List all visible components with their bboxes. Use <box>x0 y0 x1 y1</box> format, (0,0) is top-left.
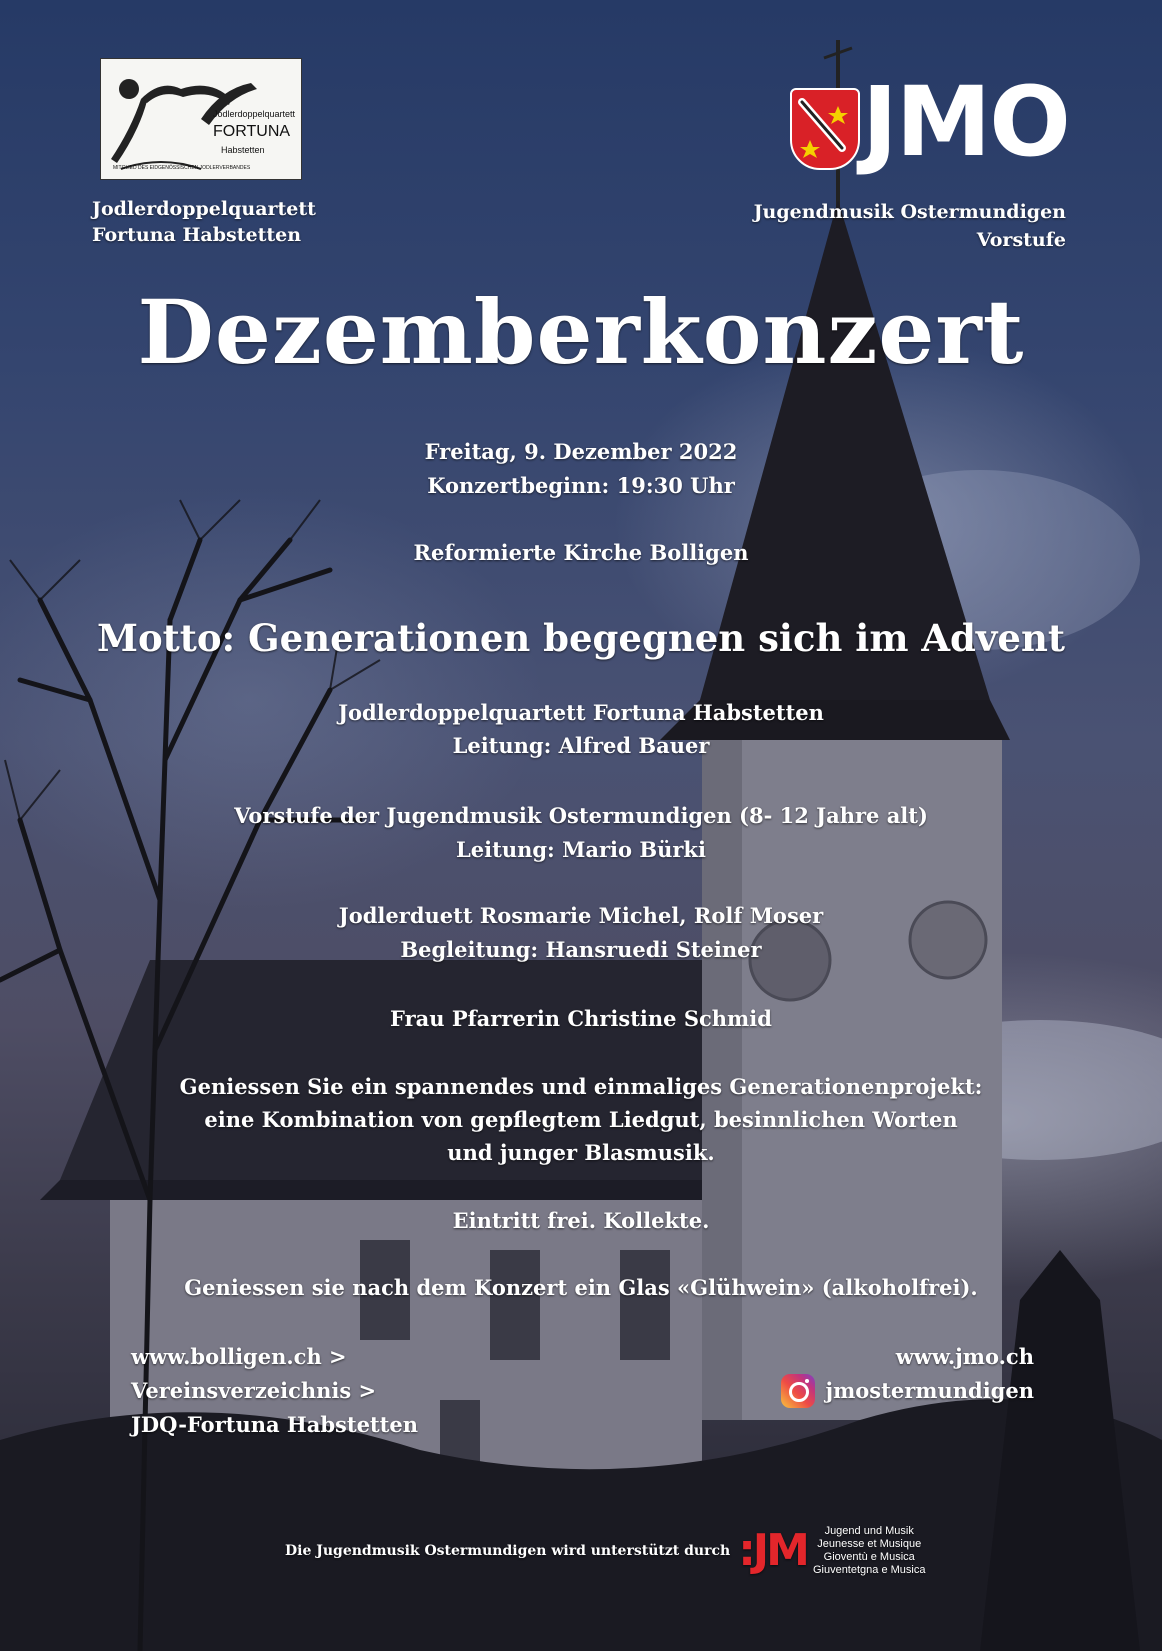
ostermundigen-crest-icon <box>790 88 860 170</box>
concert-title: Dezemberkonzert <box>137 280 1025 384</box>
jm-line3: Gioventù e Musica <box>823 1551 915 1563</box>
event-venue: Reformierte Kirche Bolligen <box>413 540 749 565</box>
links-left <box>131 1340 418 1442</box>
fortuna-logo-line2: FORTUNA <box>213 123 291 140</box>
performer-2-lead: Leitung: Mario Bürki <box>456 837 706 862</box>
fortuna-name <box>92 196 316 248</box>
instagram-handle[interactable]: jmostermundigen <box>825 1378 1034 1403</box>
fortuna-logo-line1: Jodlerdoppelquartett <box>213 109 296 119</box>
jm-line4: Giuventetgna e Musica <box>812 1564 926 1576</box>
vereinsverzeichnis-link[interactable]: Vereinsverzeichnis > <box>131 1378 377 1403</box>
pastor: Frau Pfarrerin Christine Schmid <box>390 1006 772 1031</box>
footer-text: Die Jugendmusik Ostermundigen wird unterstützt durch <box>285 1543 731 1559</box>
performer-1-lead: Leitung: Alfred Bauer <box>452 733 710 758</box>
performer-3-name: Jodlerduett Rosmarie Michel, Rolf Moser <box>338 903 824 928</box>
jmo-website-link[interactable]: www.jmo.ch <box>895 1344 1034 1369</box>
alphorn-emblem-icon <box>101 59 301 179</box>
fortuna-logo <box>100 58 302 180</box>
fortuna-name-line1: Jodlerdoppelquartett <box>92 198 316 220</box>
instagram-icon <box>781 1374 815 1408</box>
fortuna-name-line2: Fortuna Habstetten <box>92 224 302 246</box>
jmo-name-line2: Vorstufe <box>976 229 1066 251</box>
fortuna-logo-line3: Habstetten <box>221 145 265 155</box>
jm-mark: :JM <box>738 1525 807 1576</box>
jmo-logo <box>790 66 1070 186</box>
gluehwein-info: Geniessen sie nach dem Konzert ein Glas «Glühwein» (alkoholfrei). <box>184 1275 978 1300</box>
performer-2-name: Vorstufe der Jugendmusik Ostermundigen (8- 12 Jahre alt) <box>234 803 928 828</box>
jm-lines <box>813 1525 926 1577</box>
description-line1: Geniessen Sie ein spannendes und einmaliges Generationenprojekt: <box>179 1074 983 1099</box>
description-line2: eine Kombination von gepflegtem Liedgut, besinnlichen Worten <box>204 1107 958 1132</box>
fortuna-logo-line4: MITGLIED DES EIDGENÖSSISCHEN JODLERVERBANDES <box>113 165 251 171</box>
jmo-name-line1: Jugendmusik Ostermundigen <box>753 201 1066 223</box>
event-start-time: Konzertbeginn: 19:30 Uhr <box>427 473 735 498</box>
motto: Motto: Generationen begegnen sich im Advent <box>97 616 1065 660</box>
links-right <box>781 1340 1034 1408</box>
description-line3: und junger Blasmusik. <box>447 1140 715 1165</box>
performer-1-name: Jodlerdoppelquartett Fortuna Habstetten <box>338 700 824 725</box>
jdq-fortuna-link[interactable]: JDQ-Fortuna Habstetten <box>131 1412 418 1437</box>
jugend-und-musik-logo <box>738 1525 925 1577</box>
event-date: Freitag, 9. Dezember 2022 <box>424 439 738 464</box>
footer <box>285 1525 925 1577</box>
entry-info: Eintritt frei. Kollekte. <box>452 1208 710 1233</box>
instagram-row[interactable] <box>781 1374 1034 1408</box>
jmo-name <box>754 198 1066 254</box>
jmo-wordmark: JMO <box>862 66 1069 178</box>
performer-3-lead: Begleitung: Hansruedi Steiner <box>400 937 762 962</box>
bolligen-link[interactable]: www.bolligen.ch > <box>131 1344 347 1369</box>
jm-line1: Jugend und Musik <box>824 1525 914 1537</box>
jm-line2: Jeunesse et Musique <box>817 1538 922 1550</box>
crest-pattern-icon <box>792 90 858 168</box>
